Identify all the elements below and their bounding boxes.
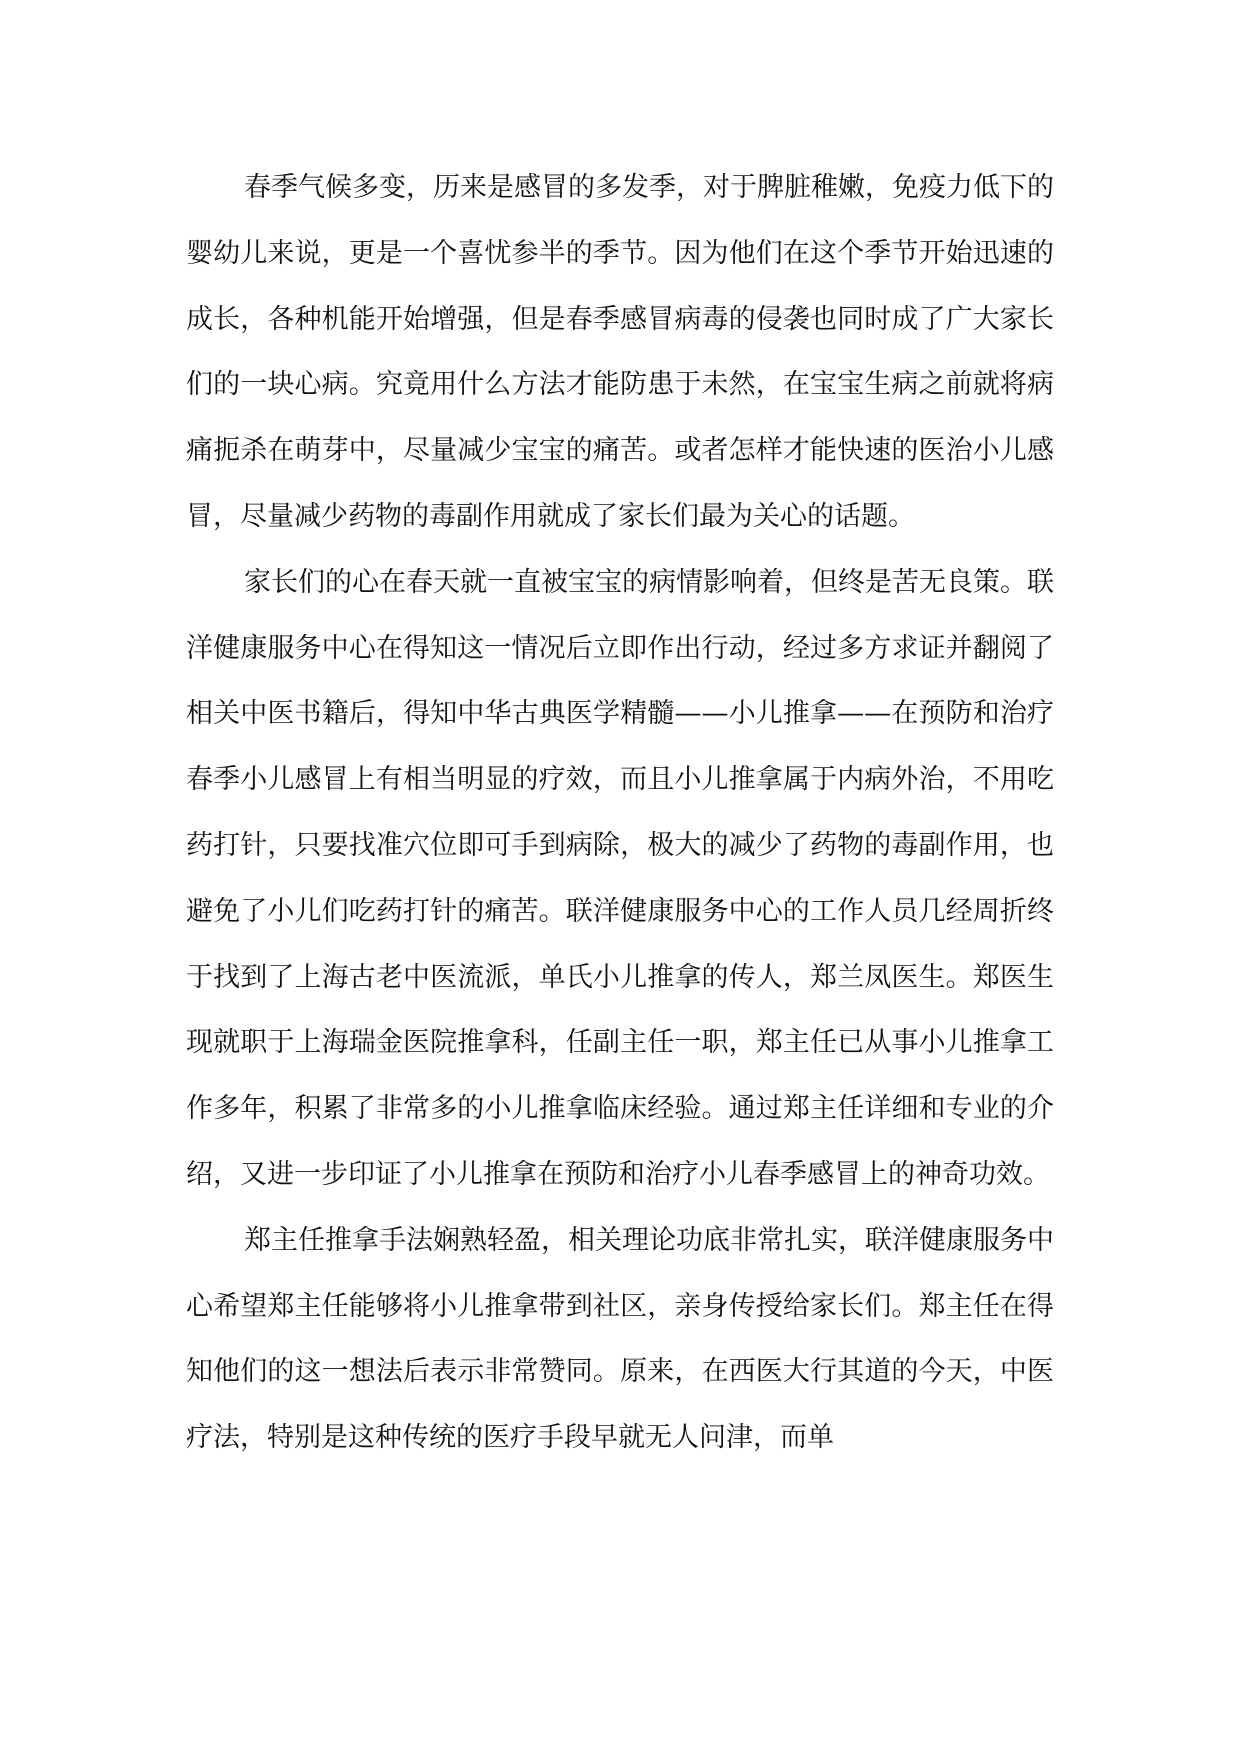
paragraph-1: 春季气候多变，历来是感冒的多发季，对于脾脏稚嫩，免疫力低下的婴幼儿来说，更是一个喜忧参半的季节。因为他们在这个季节开始迅速的成长，各种机能开始增强，但是春季感冒病毒的侵袭也同时成了广大家长们的一块心病。究竟用什么方法才能防患于未然，在宝宝生病之前就将病痛扼杀在萌芽中，尽量减少宝宝的痛苦。或者怎样才能快速的医治小儿感冒，尽量减少药物的毒副作用就成了家长们最为关心的话题。 <box>186 172 1054 532</box>
document-body <box>186 155 1054 1471</box>
paragraph-3: 郑主任推拿手法娴熟轻盈，相关理论功底非常扎实，联洋健康服务中心希望郑主任能够将小儿推拿带到社区，亲身传授给家长们。郑主任在得知他们的这一想法后表示非常赞同。原来，在西医大行其道的今天，中医疗法，特别是这种传统的医疗手段早就无人问津，而单 <box>186 1224 1054 1454</box>
paragraph-2: 家长们的心在春天就一直被宝宝的病情影响着，但终是苦无良策。联洋健康服务中心在得知这一情况后立即作出行动，经过多方求证并翻阅了相关中医书籍后，得知中华古典医学精髓——小儿推拿——在预防和治疗春季小儿感冒上有相当明显的疗效，而且小儿推拿属于内病外治，不用吃药打针，只要找准穴位即可手到病除，极大的减少了药物的毒副作用，也避免了小儿们吃药打针的痛苦。联洋健康服务中心的工作人员几经周折终于找到了上海古老中医流派，单氏小儿推拿的传人，郑兰凤医生。郑医生现就职于上海瑞金医院推拿科，任副主任一职，郑主任已从事小儿推拿工作多年，积累了非常多的小儿推拿临床经验。通过郑主任详细和专业的介绍，又进一步印证了小儿推拿在预防和治疗小儿春季感冒上的神奇功效。 <box>186 566 1054 1190</box>
